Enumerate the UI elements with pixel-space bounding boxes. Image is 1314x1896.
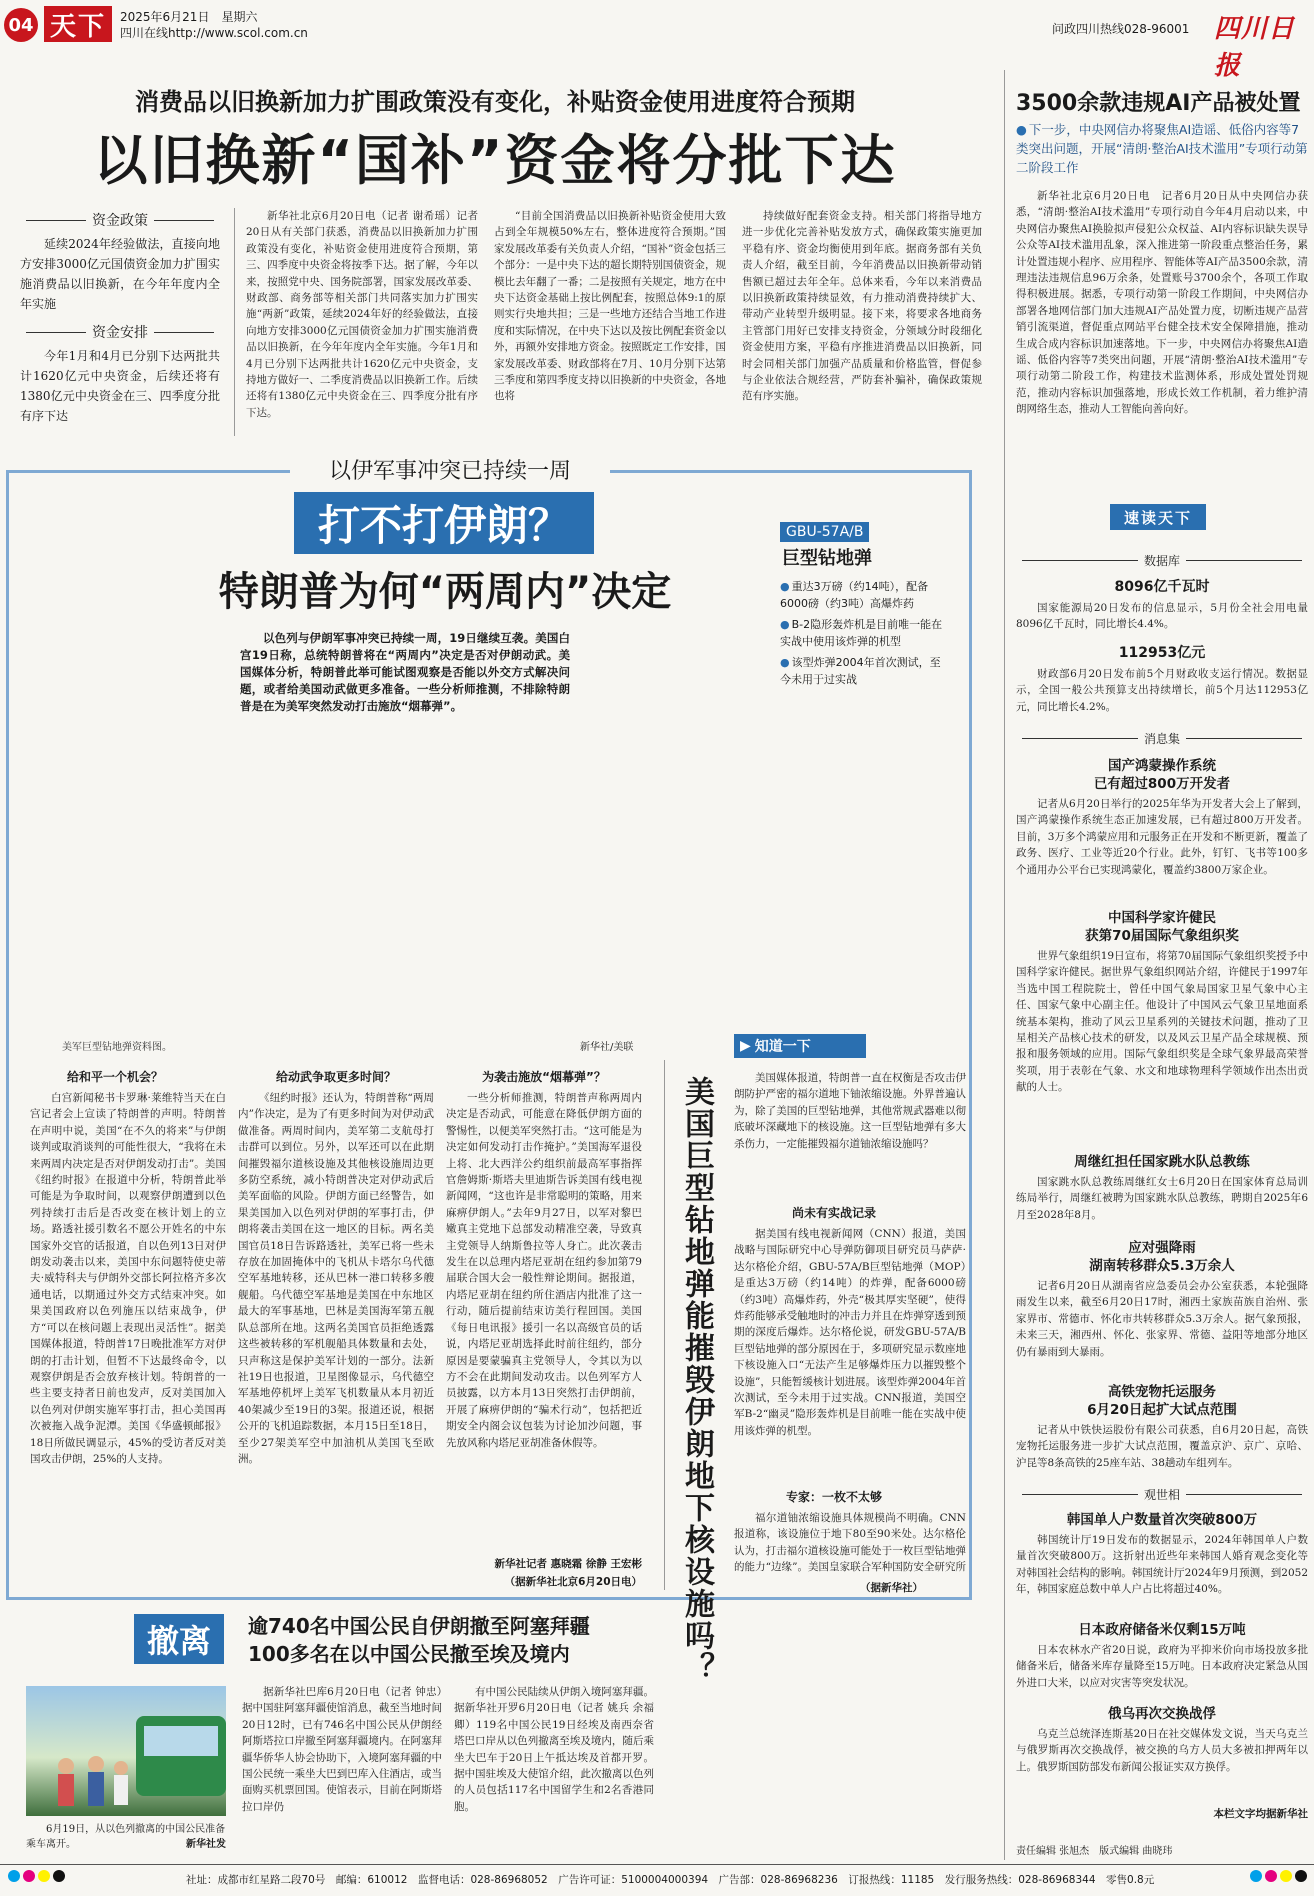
color-registration-marks-right <box>1250 1870 1307 1882</box>
bomb-name: 巨型钻地弹 <box>782 548 872 569</box>
sudu-h2: 112953亿元 <box>1118 645 1206 661</box>
sudu-t4: 世界气象组织19日宣布，将第70届国际气象组织奖授予中国科学家许健民。据世界气象组织网站介绍，许健民于1997年当选中国工程院院士，曾任中国气象局国家卫星气象中心主任、国家气象中心副主任。他设计了中国风云气象卫星地面系统基本架构，推动了风云卫星系列的关键技术问题，推动了卫星相关产品核心技术的研发，以及风云卫星产品全球规模、预报和服务领域的应用。国际气象组织奖是全球气象界最高荣誉奖项，用于表彰在气象、水文和地球物理科学领域作出杰出贡献的人士。 <box>1016 950 1308 1094</box>
feature-lead: 以色列与伊朗军事冲突已持续一周，19日继续互袭。美国白宫19日称，总统特朗普将在“两周内”决定是否对伊朗动武。美国媒体分析，特朗普此举可能试图观察是否能以外交方式解决问题，或者给美国动武做更多准备。一些分析师推测，不排除特朗普是在为美军突然发动打击施放“烟幕弹”。 <box>240 631 570 713</box>
feature-title1: 打不打伊朗？ <box>317 501 570 550</box>
page-number: 04 <box>8 14 34 36</box>
ai-body: 新华社北京6月20日电 记者6月20日从中央网信办获悉，“清朗·整治AI技术滥用”专项行动自今年4月启动以来，中央网信办聚焦AI换脸拟声侵犯公众权益、AI内容标识缺失误导公众等AI技术滥用乱象，深入推进第一阶段重点整治任务，累计处置违规小程序、应用程序、智能体等AI产品3500余款，清理违法违规信息96万余条，处置账号3700余个，各项工作取得积极进展。据悉，专项行动第一阶段工作期间，中央网信办部署各地网信部门加大违规AI产品处置力度，切断违规产品营销引流渠道，督促重点网站平台健全技术安全保障措施，推动生成合成内容标识加速落地。下一步，中央网信办将聚焦AI造谣、低俗内容等7类突出问题，开展“清朗·整治AI技术滥用”专项行动第二阶段工作，构建技术监测体系，形成处置处罚规范，推动内容标识加强落地，形成长效工作机制，着力维护清朗网络生态，推动人工智能向善向好。 <box>1016 190 1308 416</box>
sudu-t3: 记者从6月20日举行的2025年华为开发者大会上了解到，国产鸿蒙操作系统生态正加速发展，已有超过800万开发者。目前，3万多个鸿蒙应用和元服务正在开发和不断更新，覆盖了政务、医疗、工业等近20个行业。此外，钉钉、飞书等100多个通用办公平台已实现鸿蒙化，覆盖约3800万家企业。 <box>1016 798 1308 876</box>
box-funds-text: 今年1月和4月已分别下达两批共计1620亿元中央资金，后续还将有1380亿元中央资金在三、四季度分批有序下达 <box>20 349 220 423</box>
section-name: 天下 <box>49 11 106 42</box>
footer-editors: 责任编辑 张旭杰 版式编辑 曲晓玮 <box>1016 1846 1173 1857</box>
feature-title1-box <box>294 492 594 554</box>
colC-title: 为袭击施放“烟幕弹”？ <box>482 1070 606 1084</box>
footer-info: 社址：成都市红星路二段70号 邮编：610012 监督电话：028-86968052 广告许可证：5100004000394 广告部：028-86968236 订报热线：11185 发行服务热线：028-86968344 零售0.8元 <box>186 1874 1155 1886</box>
bomb-fact: ● 该型炸弹2004年首次测试，至今未用于过实战 <box>780 654 946 688</box>
lead-kicker: 消费品以旧换新加力扩围政策没有变化，补贴资金使用进度符合预期 <box>135 88 855 116</box>
bunker-text1: 据美国有线电视新闻网（CNN）报道，美国战略与国际研究中心导弹防御项目研究员马萨萨·达尔格伦介绍，GBU-57A/B巨型钻地弹（MOP）是重达3万磅（约14吨）的炸弹，配备6000磅（约3吨）高爆炸药，外壳“极其厚实坚硬”，使得炸药能够承受触地时的冲击力并且在炸弹穿透到预期的深度后爆炸。达尔格伦说，研发GBU-57A/B巨型钻地弹的部分原因在于，多项研究显示数座地下核设施入口“无法产生足够爆炸压力以摧毁整个设施”，只能暂缓核计划进展。该型炸弹2004年首次测试，至今未用于过实战。CNN报道，美国空军B-2“幽灵”隐形轰炸机是目前唯一能在实战中使用该炸弹的机型。 <box>734 1228 966 1437</box>
bullet-icon <box>1016 122 1029 137</box>
sudu-h8: 韩国单人户数量首次突破800万 <box>1066 1512 1258 1528</box>
feature-byline: 新华社记者 惠晓霜 徐静 王宏彬 <box>494 1558 642 1570</box>
bunker-text2: 福尔道铀浓缩设施具体规模尚不明确。CNN报道称，该设施位于地下80至90米处。达尔格伦认为，打击福尔道核设施可能处于一枚巨型钻地弹的能力“边缘”。美国皇家联合军种国防安全研究所 <box>734 1512 966 1574</box>
play-icon: ▶ <box>740 1038 751 1054</box>
sudu-h7b: 6月20日起扩大试点范围 <box>1087 1402 1237 1418</box>
sudu-t9: 日本农林水产省20日说，政府为平抑米价向市场投放多批储备米后，储备米库存量降至15万吨。日本政府决定紧急从国外进口大米，以应对灾害等突发状况。 <box>1016 1644 1308 1689</box>
cat-database: 数据库 <box>1016 552 1308 569</box>
bomb-fact: ● 重达3万磅（约14吨），配备6000磅（约3吨）高爆炸药 <box>780 578 946 612</box>
sudu-h7a: 高铁宠物托运服务 <box>1108 1384 1216 1400</box>
bunker-sub2: 专家：一枚不太够 <box>785 1490 882 1504</box>
ai-summary: ● 下一步，中央网信办将聚焦AI造谣、低俗内容等7类突出问题，开展“清朗·整治AI技术滥用”专项行动第二阶段工作 <box>1016 120 1308 177</box>
box-funds-label: 资金安排 <box>20 322 220 342</box>
box-policy-text: 延续2024年经验做法，直接向地方安排3000亿元国债资金加力扩围实施消费品以旧换新，在今年年度内全年实施 <box>20 237 220 311</box>
page-number-badge <box>4 8 38 42</box>
sudu-h6a: 应对强降雨 <box>1128 1240 1196 1256</box>
header-hotline: 问政四川热线028-96001 <box>1052 22 1190 36</box>
lead-headline: 以旧换新“国补”资金将分批下达 <box>93 129 897 192</box>
sudu-t5: 国家跳水队总教练周继红女士6月20日在国家体育总局训练局举行，周继红被聘为国家跳水队总教练，聘期自2025年6月至2028年8月。 <box>1016 1176 1308 1221</box>
sudu-h9: 日本政府储备米仅剩15万吨 <box>1078 1622 1246 1638</box>
section-badge <box>44 6 112 42</box>
bunker-credit: （据新华社） <box>860 1582 923 1594</box>
evac-caption: 6月19日，从以色列撤离的中国公民准备乘车离开。 新华社发 <box>26 1824 226 1850</box>
photo-credit: 新华社/美联 <box>580 1042 634 1053</box>
bunker-sub1: 尚未有实战记录 <box>791 1206 876 1220</box>
feature-title2: 特朗普为何“两周内”决定 <box>218 569 672 615</box>
evac-col2: 有中国公民陆续从伊朗入境阿塞拜疆。据新华社开罗6月20日电（记者 姚兵 余福卿）119名中国公民19日经埃及南西奈省塔巴口岸从以色列撤离至埃及境内，随后乘坐大巴车于20日上午抵达埃及首都开罗。据中国驻埃及大使馆介绍，此次撤离以色列的人员包括117名中国留学生和2名香港同胞。 <box>454 1686 654 1813</box>
sudu-h10: 俄乌再次交换战俘 <box>1108 1706 1216 1722</box>
color-registration-marks <box>8 1870 65 1882</box>
cat-world: 观世相 <box>1016 1486 1308 1503</box>
sudu-h6b: 湖南转移群众5.3万余人 <box>1089 1258 1235 1274</box>
sudu-h5: 周继红担任国家跳水队总教练 <box>1074 1154 1250 1170</box>
bus-illustration <box>26 1686 226 1816</box>
evac-col1: 据新华社巴库6月20日电（记者 钟忠）据中国驻阿塞拜疆使馆消息，截至当地时间20日12时，已有746名中国公民从伊朗经阿斯塔拉口岸撤至阿塞拜疆境内。在阿塞拜疆华侨华人协会协助下，入境阿塞拜疆的中国公民统一乘坐大巴到巴库入住酒店，或当面购买机票回国。使馆表示，目前在阿斯塔拉口岸仍 <box>242 1686 442 1813</box>
sudu-t7: 记者从中铁快运股份有限公司获悉，自6月20日起，高铁宠物托运服务进一步扩大试点范围，覆盖京沪、京广、京哈、沪昆等8条高铁的25座车站、38趟动车组列车。 <box>1016 1424 1308 1469</box>
cat-news: 消息集 <box>1016 730 1308 747</box>
bunker-intro: 美国媒体报道，特朗普一直在权衡是否攻击伊朗防护严密的福尔道地下铀浓缩设施。外界普遍认为，除了美国的巨型钻地弹，其他常规武器难以彻底破坏深藏地下的核设施。这一巨型钻地弹有多大杀伤力，一定能摧毁福尔道铀浓缩设施吗？ <box>734 1072 966 1150</box>
header-website[interactable]: 四川在线http://www.scol.com.cn <box>120 26 308 40</box>
sudu-h4a: 中国科学家许健民 <box>1108 910 1216 926</box>
colC-text: 一些分析师推测，特朗普声称两周内决定是否动武，可能意在降低伊朗方面的警惕性，以便美军突然打击。“这可能是为决定如何发动打击作掩护。”美国海军退役上将、北大西洋公约组织前最高军事指挥官詹姆斯·斯塔夫里迪斯告诉美国有线电视新闻网，“这也许是非常聪明的策略，用来麻痹伊朗人。”去年9月27日，以军对黎巴嫩真主党地下总部发动精准空袭，导致真主党领导人纳斯鲁拉等人身亡。此次袭击发生在以总理内塔尼亚胡在纽约参加第79届联合国大会一般性辩论期间。据报道，内塔尼亚胡在纽约所住酒店内批准了这一行动，随后提前结束访美行程回国。美国《每日电讯报》援引一名以高级官员的话说，内塔尼亚胡选择此时前往纽约，部分原因是要蒙骗真主党领导人，令其以为以方不会在此期间发动攻击。以色列军方人员披露，以方本月13日突然打击伊朗前，开展了麻痹伊朗的“骗术行动”，包括把近期安全内阁会议包装为讨论加沙问题，事先放风称内塔尼亚胡准备休假等。 <box>446 1092 642 1449</box>
box-policy-label: 资金政策 <box>20 210 220 230</box>
colB-title: 给动武争取更多时间？ <box>275 1070 396 1084</box>
sudu-h3a: 国产鸿蒙操作系统 <box>1108 758 1216 774</box>
sudu-h4b: 获第70届国际气象组织奖 <box>1085 928 1239 944</box>
bomb-fact: ● B-2隐形轰炸机是目前唯一能在实战中使用该炸弹的机型 <box>780 616 946 650</box>
colA-text: 白宫新闻秘书卡罗琳·莱维特当天在白宫记者会上宣读了特朗普的声明。特朗普在声明中说，美国“在不久的将来”与伊朗谈判或取消谈判的可能性很大，“我将在未来两周内决定是否对伊朗发动打击”。美国《纽约时报》在报道中分析，特朗普此举可能是为争取时间，以观察伊朗遭到以色列持续打击后是否改变在核计划上的立场。路透社援引数名不愿公开姓名的中东国家外交官的话报道，自以色列13日对伊朗发动袭击以来，美国中东问题特使史蒂夫·威特科夫与伊朗外交部长阿拉格齐多次通电话，以期通过外交方式结束冲突。如果美国政府以色列施压以结束战争，伊方“可以在核问题上表现出灵活性”。据美国媒体报道，特朗普17日晚批准军方对伊朗的打击计划，但暂不下达最终命令，以观察伊朗是否会放弃核计划。特朗普的一些主要支持者日前也发声，反对美国加入以色列对伊朗实施军事打击，担心美国再次被拖入战争泥潭。美国《华盛顿邮报》18日所做民调显示，45%的受访者反对美国攻击伊朗，25%的人支持。 <box>30 1092 226 1465</box>
evac-tag: 撤离 <box>134 1614 224 1664</box>
brand-logo: 四川日报 <box>1214 14 1296 81</box>
sudu-credit: 本栏文字均据新华社 <box>1213 1808 1308 1820</box>
sudu-title: 速读天下 <box>1110 504 1206 530</box>
colB-text: 《纽约时报》还认为，特朗普称“两周内”作决定，是为了有更多时间为对伊动武做准备。两周时间内，美军第二支航母打击群可以到位。另外，以军还可以在此期间摧毁福尔道核设施及其他核设施周边更多防空系统，减小特朗普决定对伊动武后美军面临的风险。伊朗方面已经警告，如果美国加入以色列对伊朗的军事打击，伊朗将袭击美国在这一地区的目标。两名美国官员18日告诉路透社，美军已将一些未存放在加固掩体中的飞机从卡塔尔乌代德空军基地转移，还从巴林一港口转移多艘舰船。乌代德空军基地是美国在中东地区最大的军事基地，巴林是美国海军第五舰队总部所在地。这两名美国官员拒绝透露这些被转移的军机舰船具体数量和去处，只声称这是保护美军计划的一部分。法新社19日也报道，卫星图像显示，乌代德空军基地停机坪上美军飞机数量从本月初近40架减少至19日的3架。报道还说，根据公开的飞机追踪数据，本月15日至18日，至少27架美军空中加油机从美国飞至欧洲。 <box>238 1092 434 1465</box>
sudu-t2: 财政部6月20日发布前5个月财政收支运行情况。数据显示，全国一般公共预算支出持续增长，前5个月达112953亿元，同比增长4.2%。 <box>1016 668 1308 713</box>
sudu-t6: 记者6月20日从湖南省应急委员会办公室获悉，本轮强降雨发生以来，截至6月20日17时，湘西土家族苗族自治州、张家界市、常德市、怀化市共转移群众5.3万余人。据气象预报，未来三天，湘西州、怀化、张家界、常德、益阳等地部分地区仍有暴雨到大暴雨。 <box>1016 1280 1308 1358</box>
sudu-t10: 乌克兰总统泽连斯基20日在社交媒体发文说，当天乌克兰与俄罗斯再次交换战俘，被交换的乌方人员大多被扣押两年以上。俄罗斯国防部发布新闻公报证实双方换俘。 <box>1016 1728 1308 1773</box>
bunker-vertical-title: 美国巨型钻地弹能摧毁伊朗地下核设施吗？ <box>679 1076 714 1684</box>
lead-col3: 持续做好配套资金支持。相关部门将指导地方进一步优化完善补贴发放方式，确保政策实施更加平稳有序、资金均衡使用到年底。据商务部有关负责人介绍，截至目前，今年消费品以旧换新带动销售额已超过去年全年。总体来看，今年以来消费品以旧换新政策持续显效，有力推动消费持续扩大、带动产业转型升级明显。接下来，将要求各地商务主管部门用好已安排支持资金，分领域分时段细化资金使用方案，平稳有序推进消费品以旧换新，同时会同相关部门加强产品质量和价格监管，督促参与企业依法合规经营，严防套补骗补，确保政策规范有序实施。 <box>742 210 982 403</box>
feature-kicker: 以伊军事冲突已持续一周 <box>290 454 610 485</box>
bomb-tag: GBU-57A/B <box>780 522 869 542</box>
ai-headline: 3500余款违规AI产品被处置 <box>1016 91 1301 116</box>
lead-col1: 新华社北京6月20日电（记者 谢希瑶）记者20日从有关部门获悉，消费品以旧换新加力扩围政策没有变化，补贴资金使用进度符合预期，第三、四季度中央资金将按季下达。据了解，今年以来，按照党中央、国务院部署，国家发展改革委、财政部、商务部等相关部门共同落实加力扩围实施“两新”政策，延续2024年好的经验做法，直接向地方安排3000亿元国债资金加力扩围实施消费品以旧换新，在今年年度内全年实施。今年1月和4月已分别下达两批共计1620亿元中央资金，支持地方做好一、二季度消费品以旧换新工作。后续还将有1380亿元中央资金在三、四季度分批有序下达。 <box>246 210 478 419</box>
sudu-h1: 8096亿千瓦时 <box>1114 579 1210 595</box>
bomb-facts <box>780 578 946 688</box>
evac-title2: 100多名在以中国公民撤至埃及境内 <box>248 1642 570 1666</box>
sudu-h3b: 已有超过800万开发者 <box>1093 776 1231 792</box>
colA-title: 给和平一个机会？ <box>66 1070 163 1084</box>
feature-dateline: （据新华社北京6月20日电） <box>504 1576 642 1588</box>
header-date: 2025年6月21日 星期六 <box>120 10 258 24</box>
evac-title1: 逾740名中国公民自伊朗撤至阿塞拜疆 <box>248 1614 590 1638</box>
sudu-t1: 国家能源局20日发布的信息显示，5月份全社会用电量8096亿千瓦时，同比增长4.4%。 <box>1016 602 1308 631</box>
photo-caption: 美军巨型钻地弹资料图。 <box>62 1042 172 1053</box>
sudu-t8: 韩国统计厅19日发布的数据显示，2024年韩国单人户数量首次突破800万。这折射出近些年来韩国人婚育观念变化等对韩国社会结构的影响。韩国统计厅2024年9月预测，到2052年，韩国家庭总数中单人户占比将超过40%。 <box>1016 1534 1308 1596</box>
bunker-tag: ▶ 知道一下 <box>734 1034 866 1058</box>
evac-photo <box>26 1686 226 1816</box>
lead-col2: “目前全国消费品以旧换新补贴资金使用大致占到全年规模50%左右，整体进度符合预期。”国家发展改革委有关负责人介绍，“国补”资金包括三个部分：一是中央下达的超长期特别国债资金，规模比去年翻了一番；二是按照有关规定，地方在中央下达资金基础上按比例配套，按照总体9:1的原则实行央地共担；三是一些地方还结合当地工作进度和实际情况，在中央下达以及按比例配套资金以外，再额外安排地方资金。按照既定工作安排，国家发展改革委、财政部将在7月、10月分别下达第三季度和第四季度支持以旧换新的中央资金，各地也将 <box>494 210 726 403</box>
